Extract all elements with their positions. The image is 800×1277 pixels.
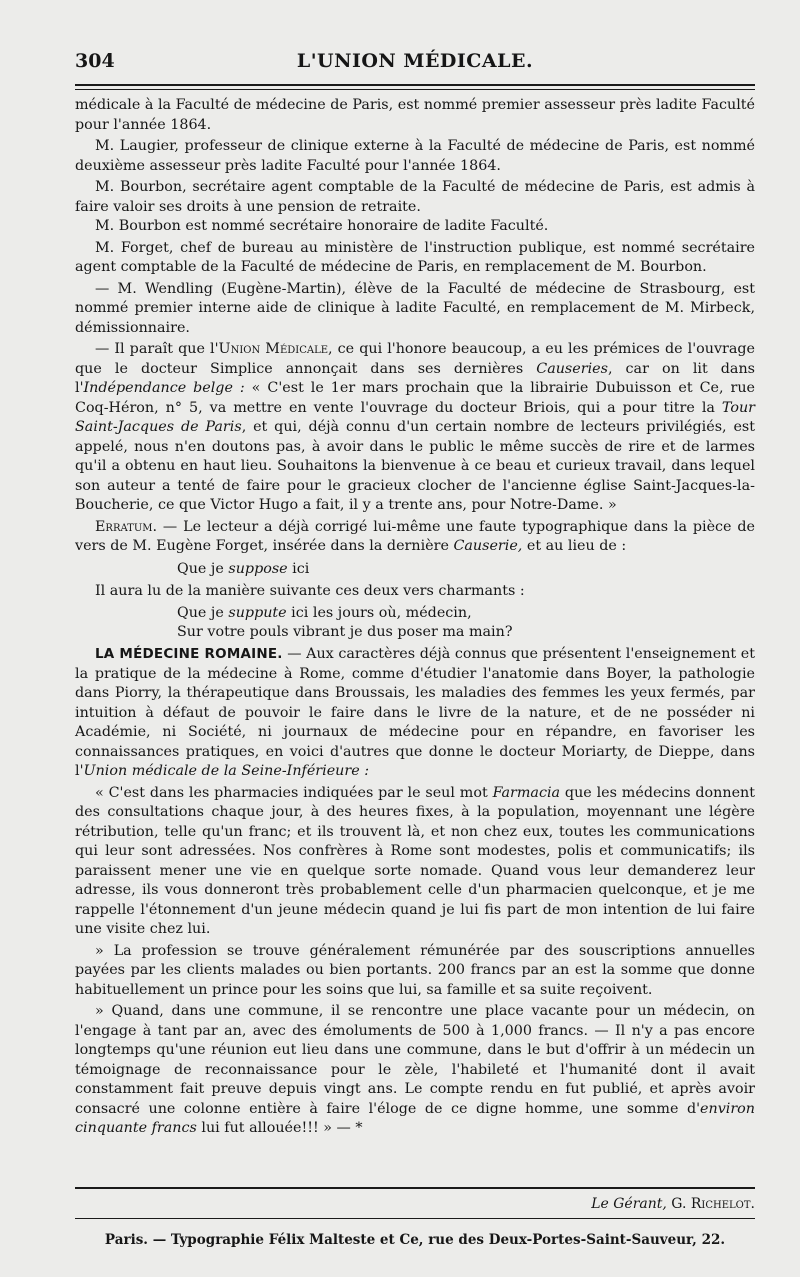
paragraph-bourbon-honoraire: M. Bourbon est nommé secrétaire honoraire de ladite Faculté.: [95, 218, 549, 234]
footer-rule: [75, 1187, 755, 1189]
gerant-signature: Le Gérant, G. Richelot.: [591, 1196, 755, 1212]
journal-title: L'UNION MÉDICALE.: [296, 50, 534, 72]
verse-original: Que je suppose ici: [177, 560, 310, 577]
journal-name: Union Médicale: [218, 341, 329, 357]
paragraph-forget: M. Forget, chef de bureau au ministère de l'instruction publique, est nommé secrétaire agent comptable de la Faculté de médecine de Paris, en remplacement de M. Bourbon.: [75, 239, 755, 275]
quote-commune: » Quand, dans une commune, il se rencontre une place vacante pour un médecin, on l'engage à tant par an, avec des émoluments de 500 à 1,000 francs. — Il n'y a pas encore longtemps qu'une réunion eut lieu dans une commune, dans le but d'offrir à un médecin un témoignage de reconnaissance pour le zèle, l'habileté et l'humanité dont il avait constamment fait preuve depuis vingt ans. Le compte rendu en fut publié, et après avoir consacré une colonne entière à faire l'éloge de ce digne homme, une somme d'environ cinquante francs lui fut allouée!!! » — *: [75, 1003, 755, 1136]
header-rule-thin: [75, 89, 755, 90]
imprint-rule: [75, 1218, 755, 1219]
quote-pharmacies: « C'est dans les pharmacies indiquées par le seul mot Farmacia que les médecins donnent des consultations chaque jour, à des heures fixes, à la population, moyennant une légère rétribution, telle qu'un franc; et ils trouvent là, et non chez eux, toutes les communications qui leur sont adressées. Nos confrères à Rome sont modestes, polis et communicatifs; ils paraissent mener une vie en quelque sorte nomade. Quand vous leur demanderez leur adresse, ils vous donneront très probablement celle d'un pharmacien quelconque, et je me rappelle l'étonnement d'un jeune médecin quand je lui fis part de mon intention de lui faire une visite chez lui.: [75, 784, 755, 937]
paragraph-bourbon-retraite: M. Bourbon, secrétaire agent comptable de la Faculté de médecine de Paris, est admis à faire valoir ses droits à une pension de retraite.: [75, 179, 755, 215]
quote-profession: » La profession se trouve généralement rémunérée par des souscriptions annuelles payées par les clients malades ou bien portants. 200 francs par an est la somme que donne habituellement un prince pour les soins que lui, sa famille et sa suite reçoivent.: [75, 942, 755, 998]
erratum-label: Erratum.: [95, 518, 158, 535]
header-rule: [75, 84, 755, 86]
paragraph-briois: — Il paraît que l'Union Médicale, ce qui l'honore beaucoup, a eu les prémices de l'ouvrage que le docteur Simplice annonçait dans ses dernières Causeries, car on lit dans l'Indépendance belge : « C'est le 1er mars prochain que la librairie Dubuisson et Ce, rue Coq-Héron, n° 5, va mettre en vente l'ouvrage du docteur Briois, qui a pour titre la Tour Saint-Jacques de Paris, et qui, déjà connu d'un certain nombre de lecteurs privilégiés, est appelé, nous n'en doutons pas, à avoir dans le public le même succès de rire et de larmes qu'il a obtenu en haut lieu. Souhaitons la bienvenue à ce beau et curieux travail, dans lequel son auteur a tenté de faire pour le gracieux clocher de l'ancienne église Saint-Jacques-la-Boucherie, ce que Victor Hugo a fait, il y a trente ans, pour Notre-Dame. »: [75, 341, 756, 513]
paragraph-medecine-romaine: LA MÉDECINE ROMAINE. — Aux caractères déjà connus que présentent l'enseignement et la pratique de la médecine à Rome, comme d'étudier l'anatomie dans Boyer, la pathologie dans Piorry, la thérapeutique dans Broussais, les maladies des femmes les yeux fermés, par intuition à défaut de pouvoir le faire dans le livre de la nature, et de ne posséder ni Académie, ni Société, ni journaux de médecine pour en répandre, en favoriser les connaissances pratiques, en voici d'autres que donne le docteur Moriarty, de Dieppe, dans l'Union médicale de la Seine-Inférieure :: [75, 646, 755, 779]
paragraph-wendling: — M. Wendling (Eugène-Martin), élève de la Faculté de médecine de Strasbourg, est nommé premier interne aide de clinique à ladite Faculté, en remplacement de M. Mirbeck, démissionnaire.: [75, 280, 755, 336]
section-title: LA MÉDECINE ROMAINE.: [95, 646, 283, 662]
page-number: 304: [75, 50, 115, 72]
page-header: [75, 50, 755, 80]
paragraph-erratum-correction: Il aura lu de la manière suivante ces deux vers charmants :: [95, 582, 525, 599]
paragraph-erratum: Erratum. — Le lecteur a déjà corrigé lui-même une faute typographique dans la pièce de vers de M. Eugène Forget, insérée dans la dernière Causerie, et au lieu de :: [75, 518, 755, 554]
printer-imprint: Paris. — Typographie Félix Malteste et Ce, rue des Deux-Portes-Saint-Sauveur, 22.: [104, 1232, 726, 1248]
paragraph-assesseur: médicale à la Faculté de médecine de Paris, est nommé premier assesseur près ladite Faculté pour l'année 1864.: [75, 97, 755, 133]
article-body: [75, 96, 755, 1139]
paragraph-laugier: M. Laugier, professeur de clinique externe à la Faculté de médecine de Paris, est nommé deuxième assesseur près ladite Faculté pour l'année 1864.: [75, 138, 755, 174]
verse-corrected: Que je suppute ici les jours où, médecin, Sur votre pouls vibrant je dus poser ma main?: [177, 605, 513, 640]
